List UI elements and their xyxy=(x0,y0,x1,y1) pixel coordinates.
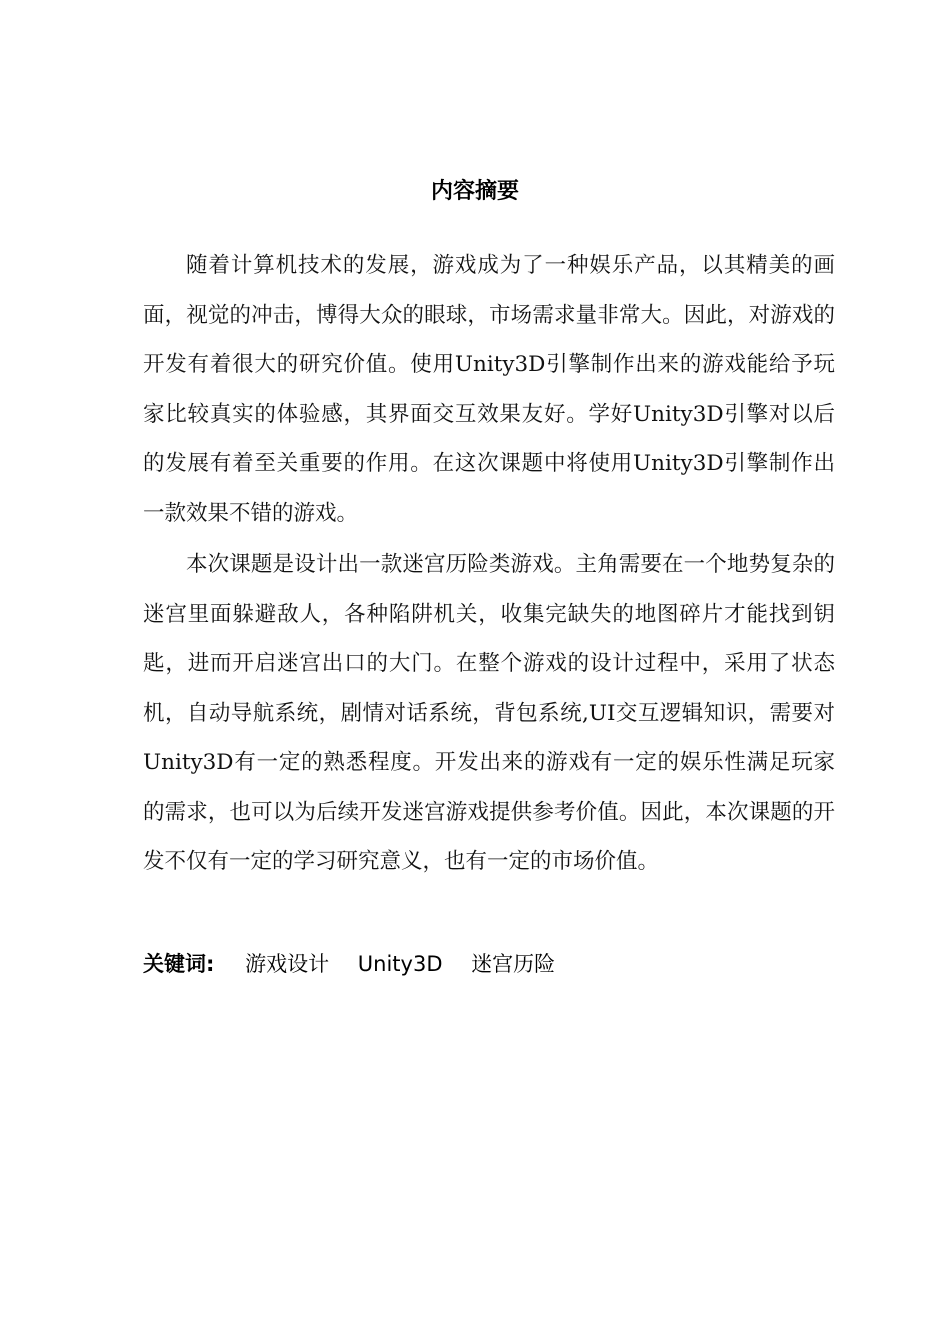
keywords-label: 关键词: xyxy=(143,952,215,976)
keywords-line xyxy=(143,948,835,980)
keyword-item: 迷宫历险 xyxy=(471,952,556,976)
page-title: 内容摘要 xyxy=(430,179,519,204)
abstract-paragraph-1: 随着计算机技术的发展，游戏成为了一种娱乐产品，以其精美的画面，视觉的冲击，博得大众的眼球，市场需求量非常大。因此，对游戏的开发有着很大的研究价值。使用Unity3D引擎制作出来的游戏能给予玩家比较真实的体验感，其界面交互效果友好。学好Unity3D引擎对以后的发展有着至关重要的作用。在这次课题中将使用Unity3D引擎制作出一款效果不错的游戏。 xyxy=(143,253,835,526)
abstract-paragraph-2: 本次课题是设计出一款迷宫历险类游戏。主角需要在一个地势复杂的迷宫里面躲避敌人，各种陷阱机关，收集完缺失的地图碎片才能找到钥匙，进而开启迷宫出口的大门。在整个游戏的设计过程中，采用了状态机，自动导航系统，剧情对话系统，背包系统,UI交互逻辑知识，需要对Unity3D有一定的熟悉程度。开发出来的游戏有一定的娱乐性满足玩家的需求，也可以为后续开发迷宫游戏提供参考价值。因此，本次课题的开发不仅有一定的学习研究意义，也有一定的市场价值。 xyxy=(143,552,835,874)
keyword-item: 游戏设计 xyxy=(245,952,330,976)
keyword-item: Unity3D xyxy=(357,952,443,976)
